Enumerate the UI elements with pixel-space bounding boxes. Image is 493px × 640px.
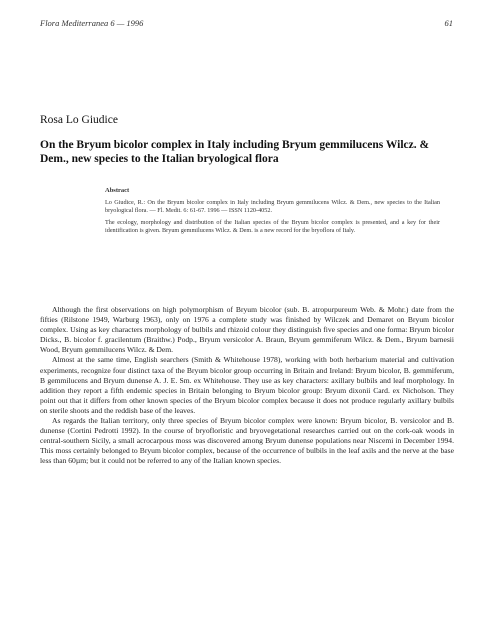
abstract-block (105, 187, 440, 240)
journal-name: Flora Mediterranea 6 — 1996 (40, 18, 144, 28)
abstract-citation: Lo Giudice, R.: On the Bryum bicolor complex in Italy including Bryum gemmilucens Wilcz. & Dem., new species to the Italian bryological flora. — Fl. Medit. 6: 61-67. 1996 — ISSN 1120-4052. (105, 198, 440, 214)
body-paragraph-1: Although the first observations on high polymorphism of Bryum bicolor (sub. B. atropurpureum Web. & Mohr.) date from the fifties (Rilstone 1949, Warburg 1963), only on 1976 a complete study was finished by Wilczek and Demaret on Bryum bicolor complex. Using as key characters morphology of bulbils and rhizoid colour they distinguish five species and one forma: Bryum bicolor Dicks., B. bicolor f. gracilentum (Braithw.) Podp., Bryum versicolor A. Braun, Bryum gemmiferum Wilcz. & Dem., Bryum barnesii Wood, Bryum gemmilucens Wilcz. & Dem. (40, 305, 454, 355)
body-paragraph-2: Almost at the same time, English searchers (Smith & Whitehouse 1978), working with both herbarium material and cultivation experiments, recognize four distinct taxa of the Bryum bicolor group occurring in Britain and Ireland: Bryum bicolor, B. gemmiferum, B gemmilucens and Bryum dunense A. J. E. Sm. ex Whitehouse. They use as key characters: axillary bulbils and leaf morphology. In addition they report a fifth endemic species in Britain belonging to Bryum bicolor group: Bryum dixonii Card. ex Nicholson. They point out that it differs from other known species of the Bryum bicolor complex because it does not produce regularly axillary bulbils on sterile shoots and the reddish base of the leaves. (40, 355, 454, 415)
author-name: Rosa Lo Giudice (40, 114, 118, 126)
running-header (40, 18, 453, 28)
body-text (40, 305, 454, 467)
body-paragraph-3: As regards the Italian territory, only three species of Bryum bicolor complex were known: Bryum bicolor, B. versicolor and B. dunense (Cortini Pedrotti 1992). In the course of bryofloristic and bryovegetational researches carried out on the cork-oak woods in central-southern Sicily, a small acrocarpous moss was discovered among Bryum dunense populations near Niscemi in December 1994. This moss certainly belonged to Bryum bicolor complex, because of the occurrence of bulbils in the leaf axils and the nerve at the base less than 60µm; but it could not be referred to any of the Italian known species. (40, 416, 454, 466)
article-title: On the Bryum bicolor complex in Italy including Bryum gemmilucens Wilcz. & Dem., new species to the Italian bryological flora (40, 139, 430, 165)
abstract-heading: Abstract (105, 187, 130, 194)
page-number: 61 (444, 18, 453, 28)
abstract-summary: The ecology, morphology and distribution of the Italian species of the Bryum bicolor complex is presented, and a key for their identification is given. Bryum gemmilucens Wilcz. & Dem. is a new record for the bryoflora of Italy. (105, 219, 440, 235)
